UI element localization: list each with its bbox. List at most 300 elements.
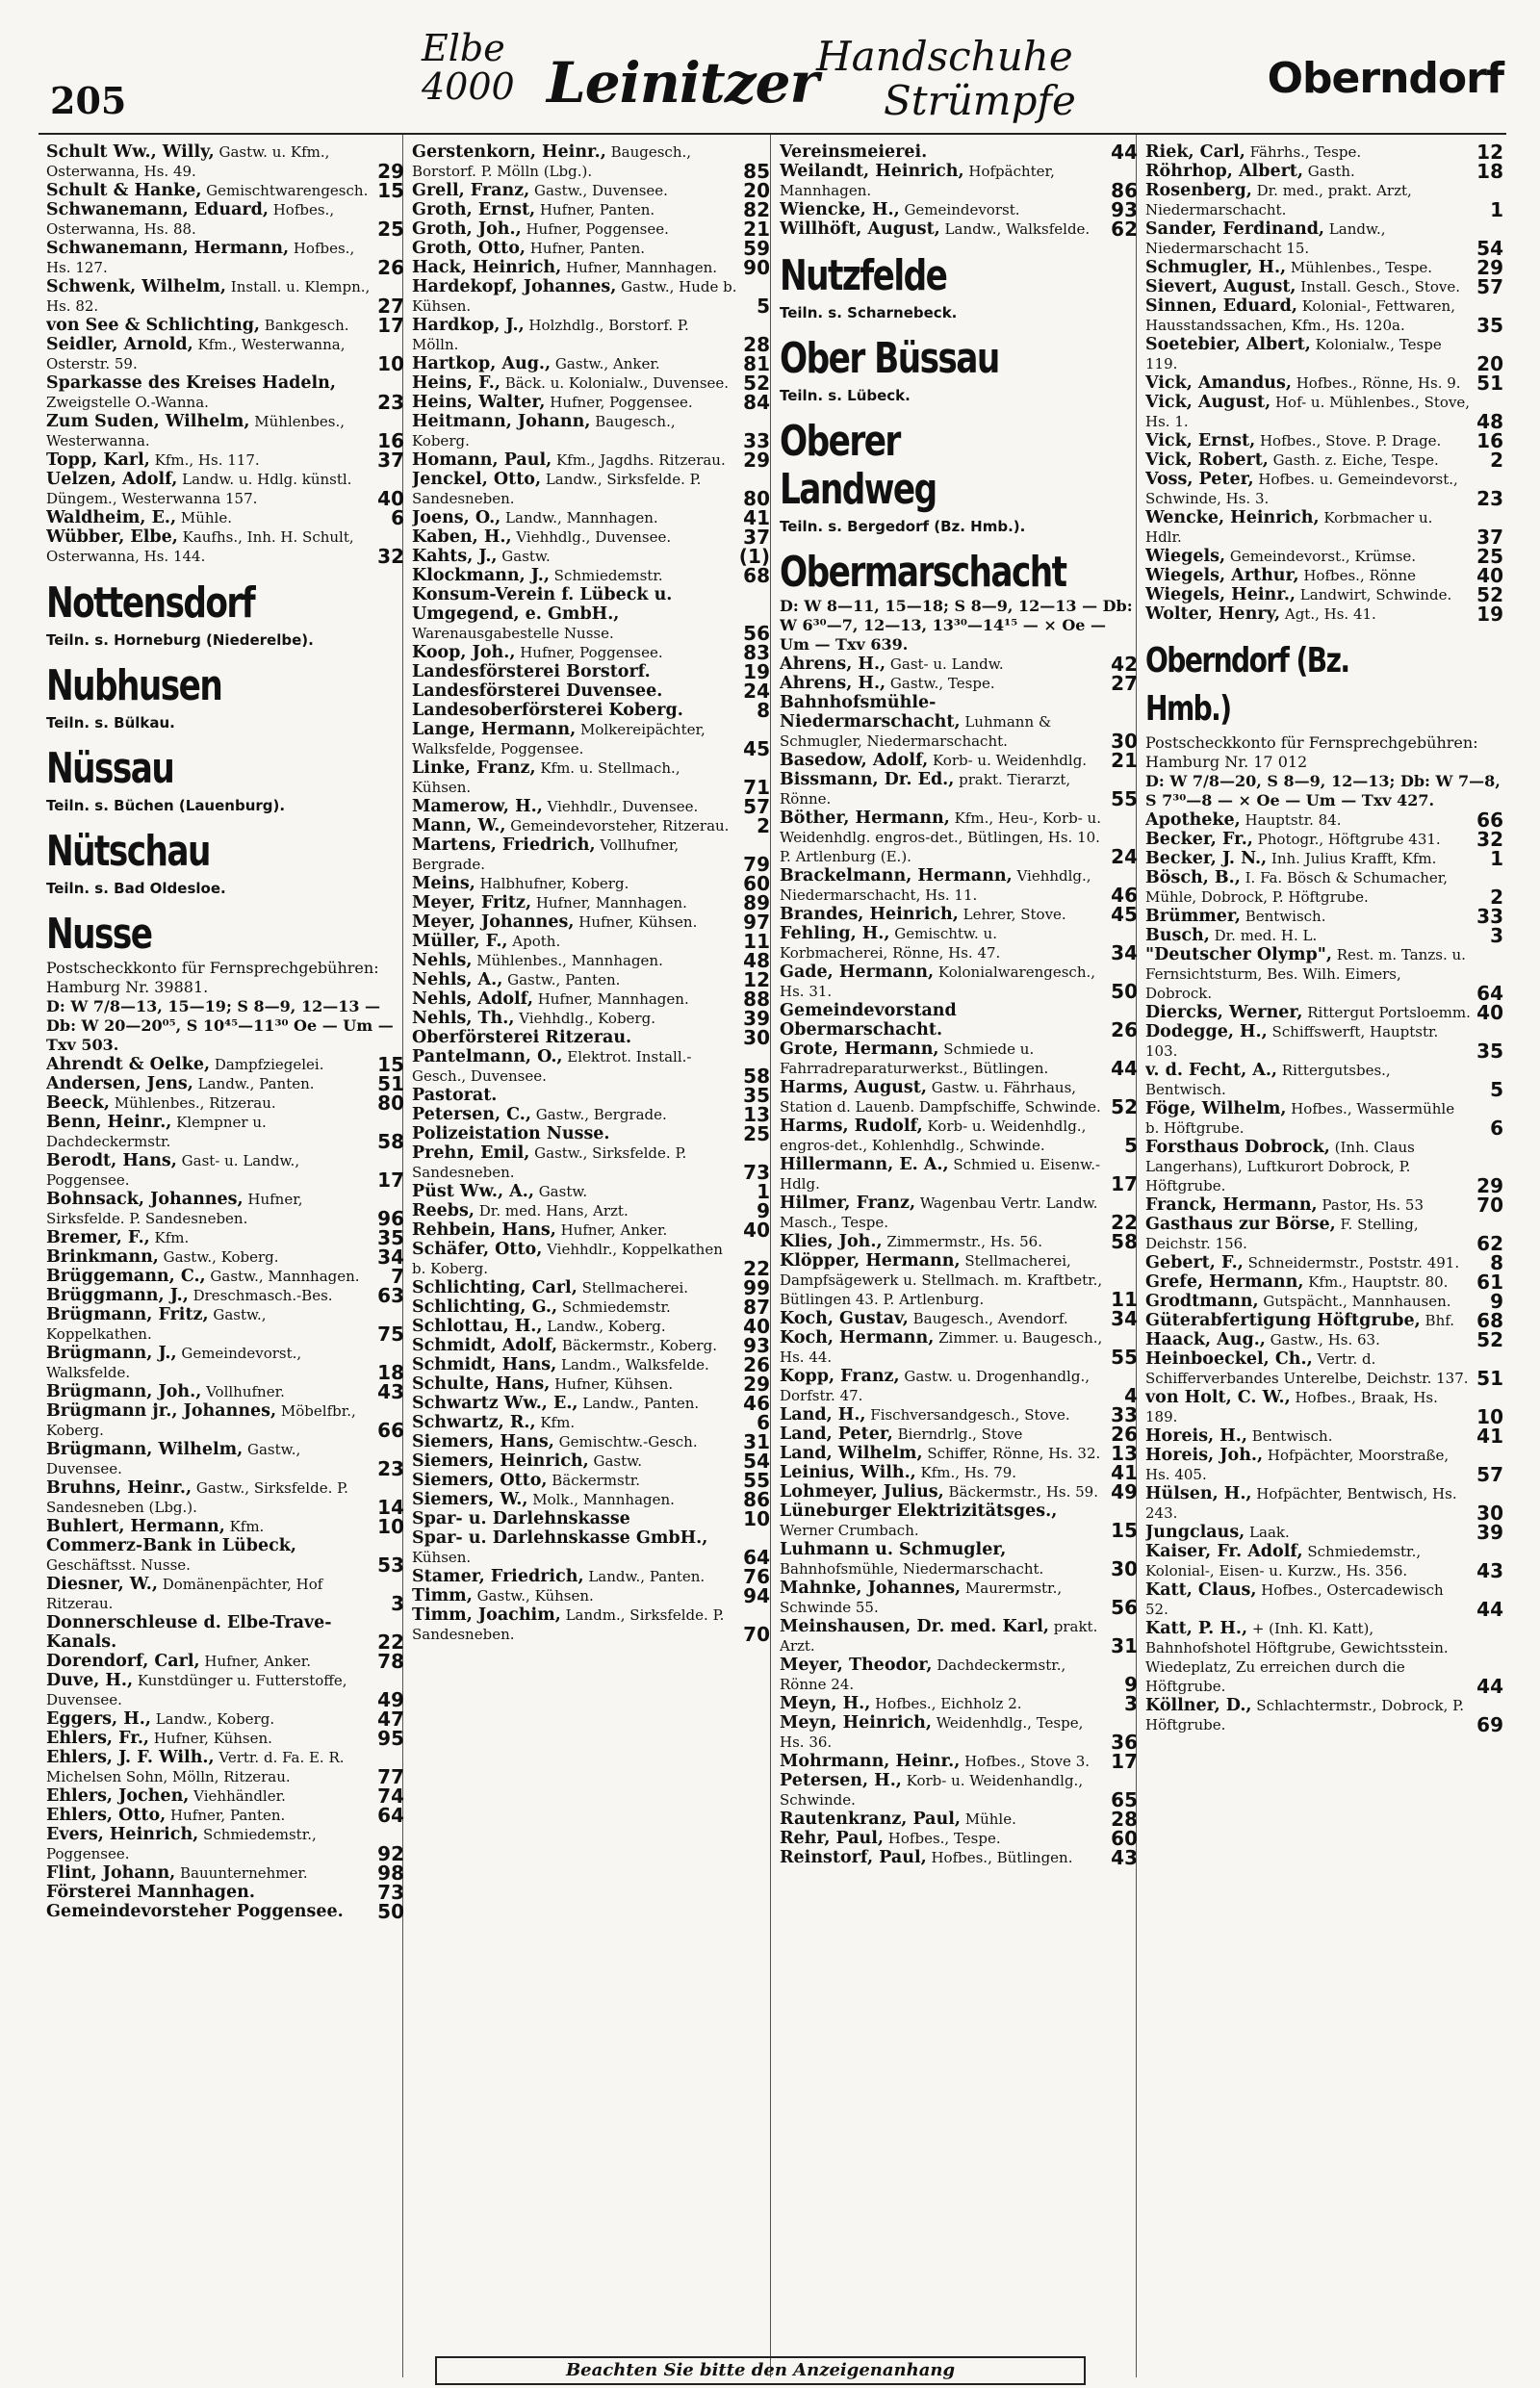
entry-details: Hufner, Anker. — [199, 1653, 312, 1670]
entry-phone-number: 60 — [743, 872, 770, 895]
directory-entry — [412, 1124, 770, 1143]
entry-name: Eggers, H., — [46, 1709, 151, 1729]
entry-phone-number: 85 — [743, 160, 770, 183]
entry-phone-number: 57 — [1476, 275, 1503, 298]
entry-phone-number: 54 — [743, 1450, 770, 1473]
directory-entry — [780, 1117, 1138, 1155]
entry-name: Böther, Hermann, — [780, 809, 950, 828]
directory-entry — [412, 1586, 770, 1605]
entry-details: Hufner, Kühsen. — [149, 1730, 272, 1747]
directory-entry — [1145, 258, 1503, 277]
directory-entry — [412, 932, 770, 951]
entry-phone-number: 29 — [1476, 256, 1503, 279]
entry-phone-number: 78 — [377, 1650, 404, 1673]
directory-entry — [780, 674, 1138, 693]
directory-entry — [412, 1432, 770, 1451]
entry-details: Schiffswerft, Hauptstr. 103. — [1145, 1023, 1439, 1060]
entry-phone-number: 26 — [1111, 1018, 1138, 1041]
entry-name: Püst Ww., A., — [412, 1182, 534, 1201]
entry-details: Gastw., Sirksfelde. P. Sandesneben. — [412, 1144, 687, 1181]
entry-phone-number: 25 — [1476, 545, 1503, 568]
entry-name: Gade, Hermann, — [780, 963, 935, 982]
directory-entry — [412, 450, 770, 470]
entry-details: Bäckermstr., Koberg. — [557, 1337, 717, 1354]
entry-phone-number: 3 — [1490, 924, 1503, 947]
entry-phone-number: 39 — [743, 1007, 770, 1030]
entry-name: Spar- u. Darlehnskasse GmbH., — [412, 1528, 708, 1548]
entry-name: Heitmann, Johann, — [412, 412, 591, 431]
entry-name: Benn, Heinr., — [46, 1113, 172, 1132]
entry-details: Kfm., Westerwanna, Osterstr. 59. — [46, 336, 346, 372]
directory-entry — [412, 662, 770, 681]
entry-details: Dr. med. Hans, Arzt. — [475, 1202, 629, 1220]
entry-phone-number: 6 — [1490, 1117, 1503, 1140]
entry-details: Landw., Panten. — [192, 1075, 315, 1092]
entry-phone-number: 29 — [743, 1373, 770, 1396]
entry-name: Wencke, Heinrich, — [1145, 508, 1320, 527]
entry-name: Heinboeckel, Ch., — [1145, 1349, 1313, 1369]
entry-phone-number: 19 — [1476, 603, 1503, 626]
directory-entry — [412, 643, 770, 662]
entry-name: Landesoberförsterei Koberg. — [412, 701, 683, 720]
entry-phone-number: 33 — [1476, 905, 1503, 928]
entry-details: Kfm., Hauptstr. 80. — [1303, 1273, 1449, 1291]
entry-name: Grell, Franz, — [412, 181, 530, 200]
entry-name: Polizeistation Nusse. — [412, 1124, 610, 1143]
entry-phone-number: 34 — [1111, 941, 1138, 964]
entry-name: v. d. Fecht, A., — [1145, 1061, 1278, 1080]
entry-name: Diesner, W., — [46, 1575, 158, 1594]
entry-name: Horeis, H., — [1145, 1426, 1247, 1446]
entry-details: Kfm. — [149, 1229, 190, 1246]
directory-entry — [412, 951, 770, 970]
section-reference: Teiln. s. Bergedorf (Bz. Hmb.). — [780, 518, 1026, 535]
entry-name: Schult Ww., Willy, — [46, 142, 215, 162]
entry-details: Gemischtw. u. Korbmacherei, Rönne, Hs. 47. — [780, 925, 1001, 962]
entry-name: Schäfer, Otto, — [412, 1240, 543, 1259]
directory-entry — [1145, 296, 1503, 335]
entry-details: Viehhändler. — [189, 1787, 286, 1805]
entry-phone-number: 48 — [1476, 410, 1503, 433]
entry-name: Sinnen, Eduard, — [1145, 296, 1297, 316]
entry-details: Hufner, Anker. — [555, 1221, 668, 1239]
entry-phone-number: 55 — [743, 1469, 770, 1492]
ad-gloves: Handschuhe — [816, 33, 1073, 80]
entry-name: Harms, Rudolf, — [780, 1117, 923, 1136]
entry-phone-number: 66 — [377, 1419, 404, 1442]
entry-name: Luhmann u. Schmugler, — [780, 1540, 1007, 1559]
directory-entry — [780, 1502, 1138, 1540]
entry-details: + (Inh. Kl. Katt), Bahnhofshotel Höftgrube, Gewichtsstein. Wiedeplatz, Zu erreichen durch die Höftgrube. — [1145, 1620, 1449, 1695]
entry-details: Molkereipächter, Walksfelde, Poggensee. — [412, 721, 706, 757]
entry-details: Möbelfbr., Koberg. — [46, 1402, 356, 1439]
directory-entry — [1145, 1388, 1503, 1426]
entry-name: Schwanemann, Hermann, — [46, 239, 290, 258]
entry-phone-number: 50 — [1111, 980, 1138, 1003]
entry-name: Land, Peter, — [780, 1425, 893, 1444]
ad-products — [816, 35, 1076, 123]
directory-entry — [1145, 450, 1503, 470]
directory-entry — [780, 655, 1138, 674]
directory-entry — [1145, 1022, 1503, 1061]
entry-phone-number: 17 — [377, 314, 404, 337]
entry-phone-number: 40 — [1476, 1001, 1503, 1024]
directory-entry — [412, 1528, 770, 1567]
entry-name: Bissmann, Dr. Ed., — [780, 770, 955, 789]
entry-details: Hufner, Poggensee. — [545, 394, 693, 411]
directory-entry — [1145, 830, 1503, 849]
directory-entry — [46, 1401, 404, 1440]
entry-name: Vick, Amandus, — [1145, 373, 1292, 393]
directory-entry — [412, 1394, 770, 1413]
entry-name: Meyer, Fritz, — [412, 893, 532, 912]
section-heading: Nusse — [46, 910, 152, 959]
entry-phone-number: 44 — [1476, 1598, 1503, 1621]
section-heading: Nubhusen — [46, 661, 222, 710]
entry-phone-number: 22 — [1111, 1211, 1138, 1234]
entry-name: Basedow, Adolf, — [780, 751, 929, 770]
directory-entry — [780, 200, 1138, 219]
directory-entry — [1145, 431, 1503, 450]
entry-details: Gastw., Hs. 63. — [1265, 1331, 1380, 1348]
directory-entry — [412, 1605, 770, 1644]
entry-details: Apoth. — [507, 933, 561, 950]
entry-phone-number: 58 — [377, 1130, 404, 1153]
directory-entry — [412, 354, 770, 373]
entry-name: Koch, Hermann, — [780, 1328, 935, 1348]
entry-phone-number: 26 — [1111, 1423, 1138, 1446]
entry-details: Mühlenbes., Westerwanna. — [46, 413, 346, 449]
entry-name: Schlottau, H., — [412, 1317, 543, 1336]
entry-details: Dreschmasch.-Bes. — [188, 1287, 333, 1304]
entry-details: Hufner, Panten. — [526, 240, 646, 257]
entry-details: Stellmacherei, Dampfsägewerk u. Stellmach. m. Kraftbetr., Bütlingen 43. P. Artlenburg. — [780, 1252, 1103, 1308]
entry-name: Dorendorf, Carl, — [46, 1652, 200, 1671]
entry-name: von Holt, C. W., — [1145, 1388, 1291, 1407]
entry-phone-number: 64 — [377, 1804, 404, 1827]
entry-phone-number: 18 — [377, 1361, 404, 1384]
entry-phone-number: 58 — [1111, 1230, 1138, 1253]
entry-phone-number: 45 — [743, 737, 770, 760]
entry-phone-number: 11 — [743, 930, 770, 953]
entry-details: Vollhufner, Bergrade. — [412, 836, 680, 873]
entry-phone-number: 24 — [1111, 845, 1138, 868]
directory-entry — [780, 1251, 1138, 1309]
entry-phone-number: 80 — [743, 487, 770, 510]
directory-entry — [46, 1440, 404, 1478]
entry-name: Brüggmann, J., — [46, 1286, 189, 1305]
directory-entry — [1145, 219, 1503, 258]
directory-entry — [780, 1810, 1138, 1829]
directory-entry — [412, 1220, 770, 1240]
entry-name: Brüggemann, C., — [46, 1267, 206, 1286]
entry-name: Föge, Wilhelm, — [1145, 1099, 1287, 1118]
entry-details: Werner Crumbach. — [780, 1522, 919, 1539]
entry-details: Landw., Panten. — [583, 1568, 706, 1585]
entry-details: Bäckermstr., Hs. 59. — [943, 1483, 1098, 1501]
entry-phone-number: 33 — [743, 429, 770, 452]
directory-entry — [780, 1444, 1138, 1463]
entry-details: Install. Gesch., Stove. — [1296, 278, 1461, 295]
directory-entry — [1145, 1619, 1503, 1696]
entry-details: Hofbes., Eichholz 2. — [870, 1695, 1022, 1712]
entry-name: Brümmer, — [1145, 907, 1241, 926]
entry-phone-number: 16 — [1476, 429, 1503, 452]
directory-entry — [1145, 162, 1503, 181]
entry-phone-number: 9 — [757, 1199, 770, 1222]
entry-phone-number: 32 — [1476, 828, 1503, 851]
entry-name: Topp, Karl, — [46, 450, 150, 470]
entry-name: Kopp, Franz, — [780, 1367, 900, 1386]
entry-details: Gastw., Panten. — [502, 971, 621, 989]
entry-phone-number: 21 — [743, 218, 770, 241]
entry-name: Rehbein, Hans, — [412, 1220, 556, 1240]
header-rule — [38, 133, 1506, 135]
entry-name: Rehr, Paul, — [780, 1829, 885, 1848]
entry-phone-number: 33 — [1111, 1403, 1138, 1426]
entry-name: Wübber, Elbe, — [46, 527, 178, 547]
entry-details: Baugesch., Avendorf. — [908, 1310, 1068, 1327]
section-heading: Oberer Landweg — [780, 417, 937, 514]
entry-details: Korb- u. Weidenhdlg., engros-det., Kohlenhdlg., Schwinde. — [780, 1117, 1087, 1154]
entry-phone-number: 4 — [1124, 1384, 1138, 1407]
entry-name: Koop, Joh., — [412, 643, 516, 662]
entry-details: Hufner, Panten. — [535, 201, 655, 218]
entry-details: Pastor, Hs. 53 — [1317, 1196, 1424, 1214]
entry-name: Meyer, Theodor, — [780, 1656, 933, 1675]
directory-entry — [780, 1328, 1138, 1367]
entry-details: I. Fa. Bösch & Schumacher, Mühle, Dobrock, P. Höftgrube. — [1145, 869, 1449, 906]
entry-name: Dodegge, H., — [1145, 1022, 1268, 1041]
entry-name: Schwanemann, Eduard, — [46, 200, 269, 219]
entry-name: Brackelmann, Hermann, — [780, 866, 1013, 886]
entry-phone-number: 40 — [1476, 564, 1503, 587]
entry-name: Groth, Otto, — [412, 239, 526, 258]
entry-name: Diercks, Werner, — [1145, 1003, 1303, 1022]
entry-name: Prehn, Emil, — [412, 1143, 530, 1163]
entry-details: Hofbes., Stove. P. Drage. — [1255, 432, 1442, 449]
entry-list — [1145, 810, 1503, 1734]
entry-name: Jungclaus, — [1145, 1523, 1245, 1542]
entry-details: Landwirt, Schwinde. — [1296, 586, 1452, 603]
section-reference: Teiln. s. Lübeck. — [780, 387, 911, 404]
entry-details: Gemischtw.-Gesch. — [553, 1433, 698, 1451]
entry-phone-number: 9 — [1490, 1290, 1503, 1313]
directory-entry — [1145, 547, 1503, 566]
entry-name: Hardekopf, Johannes, — [412, 277, 617, 296]
entry-phone-number: 95 — [377, 1727, 404, 1750]
entry-name: Hülsen, H., — [1145, 1484, 1252, 1503]
entry-name: Bruhns, Heinr., — [46, 1478, 192, 1498]
entry-details: Gastw. u. Kfm., Osterwanna, Hs. 49. — [46, 143, 330, 180]
entry-details: Photogr., Höftgrube 431. — [1252, 831, 1441, 848]
entry-phone-number: 2 — [1490, 886, 1503, 909]
directory-entry — [1145, 1542, 1503, 1580]
entry-name: Brügmann, Wilhelm, — [46, 1440, 244, 1459]
directory-entry — [780, 770, 1138, 809]
entry-phone-number: 35 — [743, 1084, 770, 1107]
entry-details: Bentwisch. — [1246, 1427, 1333, 1445]
entry-details: Schneidermstr., Poststr. 491. — [1243, 1254, 1460, 1271]
directory-entry — [780, 1155, 1138, 1194]
entry-phone-number: 63 — [377, 1284, 404, 1307]
entry-name: Soetebier, Albert, — [1145, 335, 1311, 354]
entry-phone-number: 17 — [377, 1168, 404, 1192]
entry-phone-number: 86 — [743, 1488, 770, 1511]
entry-phone-number: 6 — [391, 506, 404, 529]
entry-name: Schmugler, H., — [1145, 258, 1287, 277]
entry-name: Ehlers, Jochen, — [46, 1786, 190, 1806]
entry-phone-number: 82 — [743, 198, 770, 221]
entry-phone-number: 12 — [743, 968, 770, 991]
entry-phone-number: 31 — [743, 1430, 770, 1453]
entry-name: Schmidt, Adolf, — [412, 1336, 558, 1355]
entry-details: Lehrer, Stove. — [958, 906, 1066, 923]
entry-name: Linke, Franz, — [412, 758, 536, 778]
entry-details: Korbmacher u. Hdlr. — [1145, 509, 1433, 546]
directory-entry — [412, 893, 770, 912]
directory-entry — [412, 1451, 770, 1471]
entry-phone-number: 12 — [1476, 142, 1503, 164]
entry-details: Landm., Sirksfelde. P. Sandesneben. — [412, 1606, 725, 1643]
entry-phone-number: 61 — [1476, 1271, 1503, 1294]
directory-entry — [1145, 335, 1503, 373]
directory-entry — [46, 1825, 404, 1863]
entry-details: Hauptstr. 84. — [1240, 811, 1342, 829]
directory-entry — [412, 1105, 770, 1124]
entry-phone-number: 40 — [743, 1219, 770, 1242]
ad-number: 4000 — [422, 65, 515, 108]
directory-entry — [412, 835, 770, 874]
entry-phone-number: 86 — [1111, 179, 1138, 202]
entry-details: Kfm. — [224, 1518, 265, 1535]
directory-entry — [412, 797, 770, 816]
entry-phone-number: 46 — [743, 1392, 770, 1415]
directory-entry — [1145, 604, 1503, 624]
entry-name: Ahrens, H., — [780, 674, 886, 693]
directory-entry — [780, 219, 1138, 239]
entry-name: Nehls, Adolf, — [412, 989, 533, 1009]
entry-name: Lohmeyer, Julius, — [780, 1482, 944, 1502]
entry-details: Schlachtermstr., Dobrock, P. Höftgrube. — [1145, 1697, 1464, 1733]
directory-entry — [46, 181, 404, 200]
directory-entry — [412, 181, 770, 200]
entry-details: Gastw., Tespe. — [886, 675, 995, 692]
directory-entry — [412, 912, 770, 932]
entry-name: Beeck, — [46, 1093, 110, 1113]
entry-phone-number: 51 — [1476, 372, 1503, 395]
entry-details: Gast- u. Landw., Poggensee. — [46, 1152, 300, 1189]
entry-details: Halbhufner, Koberg. — [475, 875, 629, 892]
entry-phone-number: 69 — [1476, 1713, 1503, 1736]
entry-details: Gastw. — [588, 1452, 642, 1470]
entry-phone-number: 10 — [377, 1515, 404, 1538]
directory-entry — [46, 373, 404, 412]
entry-details: Luhmann & Schmugler, Niedermarschacht. — [780, 713, 1052, 750]
entry-name: Becker, J. N., — [1145, 849, 1268, 868]
entry-name: Jenckel, Otto, — [412, 470, 542, 489]
entry-phone-number: 5 — [757, 295, 770, 318]
entry-details: Hofpächter, Moorstraße, Hs. 405. — [1145, 1447, 1450, 1483]
entry-name: Franck, Hermann, — [1145, 1195, 1318, 1215]
entry-phone-number: 52 — [1476, 1328, 1503, 1351]
entry-name: Brügmann, Fritz, — [46, 1305, 209, 1324]
directory-entry — [412, 758, 770, 797]
entry-details: Hofbes., Tespe. — [884, 1830, 1001, 1847]
directory-entry — [46, 1151, 404, 1190]
entry-details: Hufner, Kühsen. — [574, 913, 698, 931]
entry-phone-number: 70 — [743, 1623, 770, 1646]
directory-entry — [780, 1001, 1138, 1040]
column-2 — [412, 142, 770, 2356]
entry-name: Hilmer, Franz, — [780, 1194, 916, 1213]
directory-entry — [46, 316, 404, 335]
entry-name: Köllner, D., — [1145, 1696, 1252, 1715]
entry-details: Schmied u. Eisenw.-Hdlg. — [780, 1156, 1101, 1193]
entry-phone-number: 87 — [743, 1296, 770, 1319]
entry-details: Gastw., Koppelkathen. — [46, 1306, 267, 1343]
entry-phone-number: 46 — [1111, 884, 1138, 907]
directory-entry — [46, 1344, 404, 1382]
entry-phone-number: 49 — [1111, 1480, 1138, 1503]
directory-entry — [780, 1463, 1138, 1482]
entry-details: Rest. m. Tanzs. u. Fernsichtsturm, Bes. Wilh. Eimers, Dobrock. — [1145, 946, 1466, 1002]
entry-details: Domänenpächter, Hof Ritzerau. — [46, 1576, 323, 1612]
column-divider — [770, 135, 771, 2377]
directory-entry — [1145, 181, 1503, 219]
entry-name: Busch, — [1145, 926, 1210, 945]
entry-phone-number: 9 — [1124, 1673, 1138, 1696]
entry-phone-number: 43 — [377, 1380, 404, 1403]
entry-details: Kfm., Hs. 117. — [149, 451, 260, 469]
entry-name: Wiegels, Arthur, — [1145, 566, 1299, 585]
entry-phone-number: 49 — [377, 1688, 404, 1711]
entry-phone-number: 93 — [1111, 198, 1138, 221]
entry-details: Hufner, Mannhagen. — [532, 990, 689, 1008]
entry-phone-number: 41 — [743, 506, 770, 529]
section-note: Postscheckkonto für Fernsprechgebühren: Hamburg Nr. 17 012 — [1145, 733, 1478, 771]
section-reference: Teiln. s. Scharnebeck. — [780, 304, 958, 321]
entry-details: Maurermstr., Schwinde 55. — [780, 1579, 1063, 1616]
entry-phone-number: 44 — [1111, 142, 1138, 164]
entry-details: Gastw. u. Drogenhandlg., Dorfstr. 47. — [780, 1368, 1090, 1404]
directory-entry — [780, 1829, 1138, 1848]
entry-details: Mühlenbes., Mannhagen. — [472, 952, 663, 969]
entry-phone-number: 93 — [743, 1334, 770, 1357]
directory-entry — [46, 1517, 404, 1536]
entry-details: Weidenhdlg., Tespe, Hs. 36. — [780, 1714, 1084, 1751]
entry-details: Hufner, Mannhagen. — [561, 259, 718, 276]
section-heading: Nüssau — [46, 744, 174, 793]
entry-phone-number: 41 — [1476, 1425, 1503, 1448]
entry-name: Schulte, Hans, — [412, 1374, 551, 1394]
entry-phone-number: 80 — [377, 1091, 404, 1115]
entry-name: Hardkop, J., — [412, 316, 525, 335]
directory-entry — [412, 1047, 770, 1086]
directory-entry — [780, 1405, 1138, 1425]
entry-name: Ahrendt & Oelke, — [46, 1055, 211, 1074]
entry-phone-number: 48 — [743, 949, 770, 972]
entry-name: Sander, Ferdinand, — [1145, 219, 1325, 239]
entry-details: Hofpächter, Mannhagen. — [780, 163, 1055, 199]
entry-details: Gemeindevorst., Krümse. — [1225, 548, 1417, 565]
entry-phone-number: 35 — [377, 1226, 404, 1249]
directory-entry — [780, 1752, 1138, 1771]
directory-entry — [1145, 1253, 1503, 1272]
entry-details: Gastw., Hude b. Kühsen. — [412, 278, 737, 315]
directory-entry — [780, 1232, 1138, 1251]
entry-details: Laak. — [1245, 1524, 1290, 1541]
